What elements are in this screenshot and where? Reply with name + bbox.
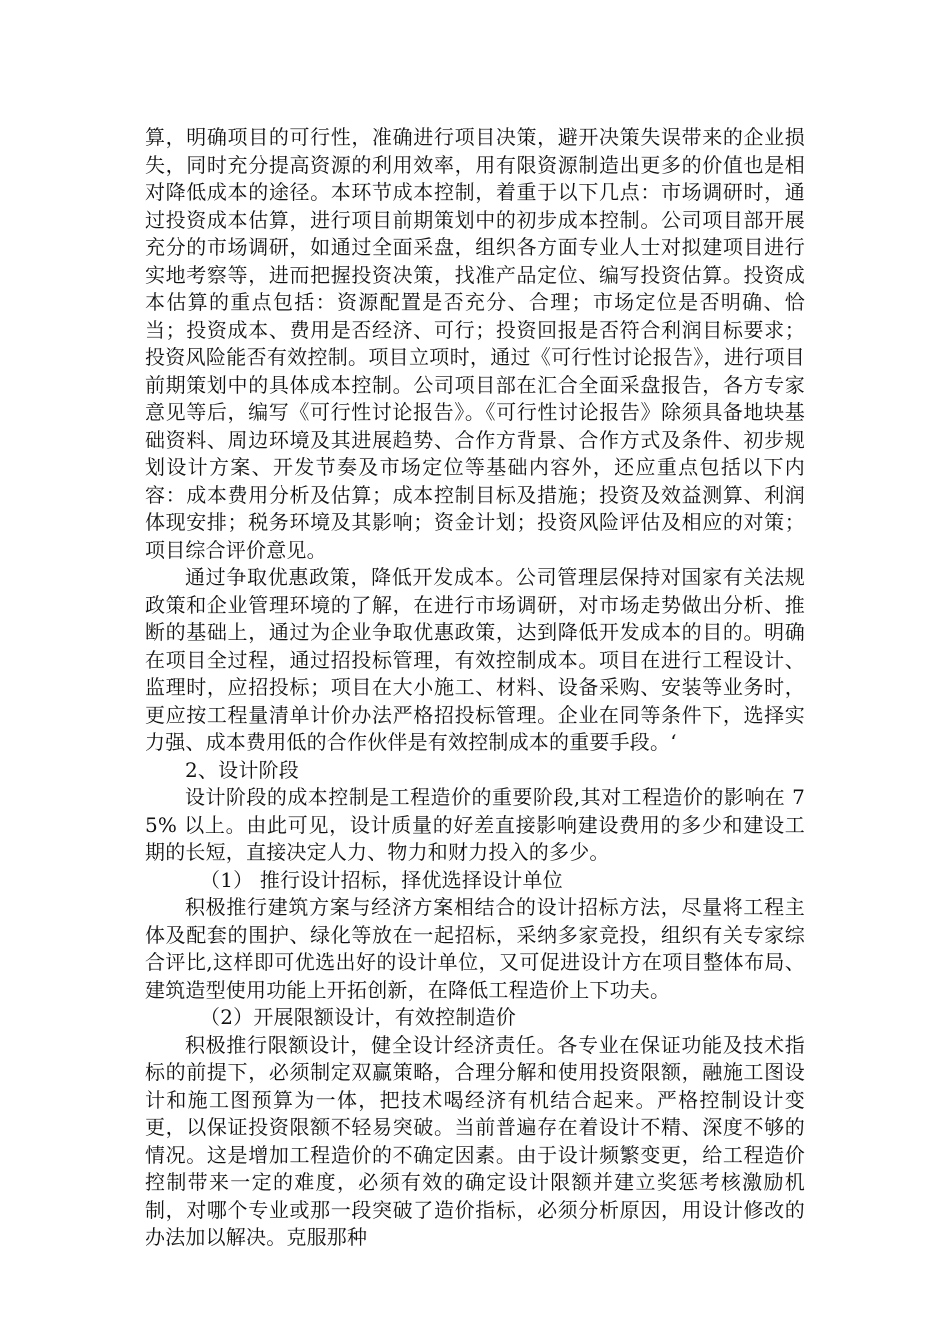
section-heading-design-stage: 2、设计阶段 <box>185 757 299 782</box>
paragraph-project-decision: 算，明确项目的可行性，准确进行项目决策，避开决策失误带来的企业损失，同时充分提高资源的利用效率，用有限资源制造出更多的价值也是相对降低成本的途径。本环节成本控制，着重于以下几点：市场调研时，通过投资成本估算，进行项目前期策划中的初步成本控制。公司项目部开展充分的市场调研，如通过全面采盘，组织各方面专业人士对拟建项目进行实地考察等，进而把握投资决策，找准产品定位、编写投资估算。投资成本估算的重点包括：资源配置是否充分、合理；市场定位是否明确、恰当；投资成本、费用是否经济、可行；投资回报是否符合利润目标要求；投资风险能否有效控制。项目立项时，通过《可行性讨论报告》，进行项目前期策划中的具体成本控制。公司项目部在汇合全面采盘报告，各方专家意见等后，编写《可行性讨论报告》。《可行性讨论报告》除须具备地块基础资料、周边环境及其进展趋势、合作方背景、合作方式及条件、初步规划设计方案、开发节奏及市场定位等基础内容外，还应重点包括以下内容：成本费用分析及估算；成本控制目标及措施；投资及效益测算、利润体现安排；税务环境及其影响；资金计划；投资风险评估及相应的对策；项目综合评价意见。 <box>145 125 805 562</box>
paragraph-design-bidding: 积极推行建筑方案与经济方案相结合的设计招标方法，尽量将工程主体及配套的围护、绿化等放在一起招标，采纳多家竞投，组织有关专家综合评比,这样即可优选出好的设计单位，又可促进设计方在项目整体布局、建筑造型使用功能上开拓创新，在降低工程造价上下功夫。 <box>145 895 805 1002</box>
subheading-design-bidding: （1） 推行设计招标，择优选择设计单位 <box>200 867 563 892</box>
subheading-quota-design: （2）开展限额设计，有效控制造价 <box>200 1005 516 1029</box>
paragraph-design-stage-intro: 设计阶段的成本控制是工程造价的重要阶段,其对工程造价的影响在 75% 以上。由此可见，设计质量的好差直接影响建设费用的多少和建设工期的长短，直接决定人力、物力和财力投入的多少。 <box>145 785 805 864</box>
paragraph-preferential-policy: 通过争取优惠政策，降低开发成本。公司管理层保持对国家有关法规政策和企业管理环境的了解，在进行市场调研，对市场走势做出分析、推断的基础上，通过为企业争取优惠政策，达到降低开发成本的目的。明确在项目全过程，通过招投标管理，有效控制成本。项目在进行工程设计、监理时，应招投标；项目在大小施工、材料、设备采购、安装等业务时，更应按工程量清单计价办法严格招投标管理。企业在同等条件下，选择实力强、成本费用低的合作伙伴是有效控制成本的重要手段。‘ <box>145 565 805 754</box>
document-body <box>145 124 805 1252</box>
paragraph-quota-design: 积极推行限额设计，健全设计经济责任。各专业在保证功能及技术指标的前提下，必须制定双赢策略，合理分解和使用投资限额，融施工图设计和施工图预算为一体，把技术喝经济有机结合起来。严格控制设计变更，以保证投资限额不轻易突破。当前普遍存在着设计不精、深度不够的情况。这是增加工程造价的不确定因素。由于设计频繁变更，给工程造价控制带来一定的难度，必须有效的确定设计限额并建立奖惩考核激励机制，对哪个专业或那一段突破了造价指标，必须分析原因，用设计修改的办法加以解决。克服那种 <box>145 1032 805 1249</box>
